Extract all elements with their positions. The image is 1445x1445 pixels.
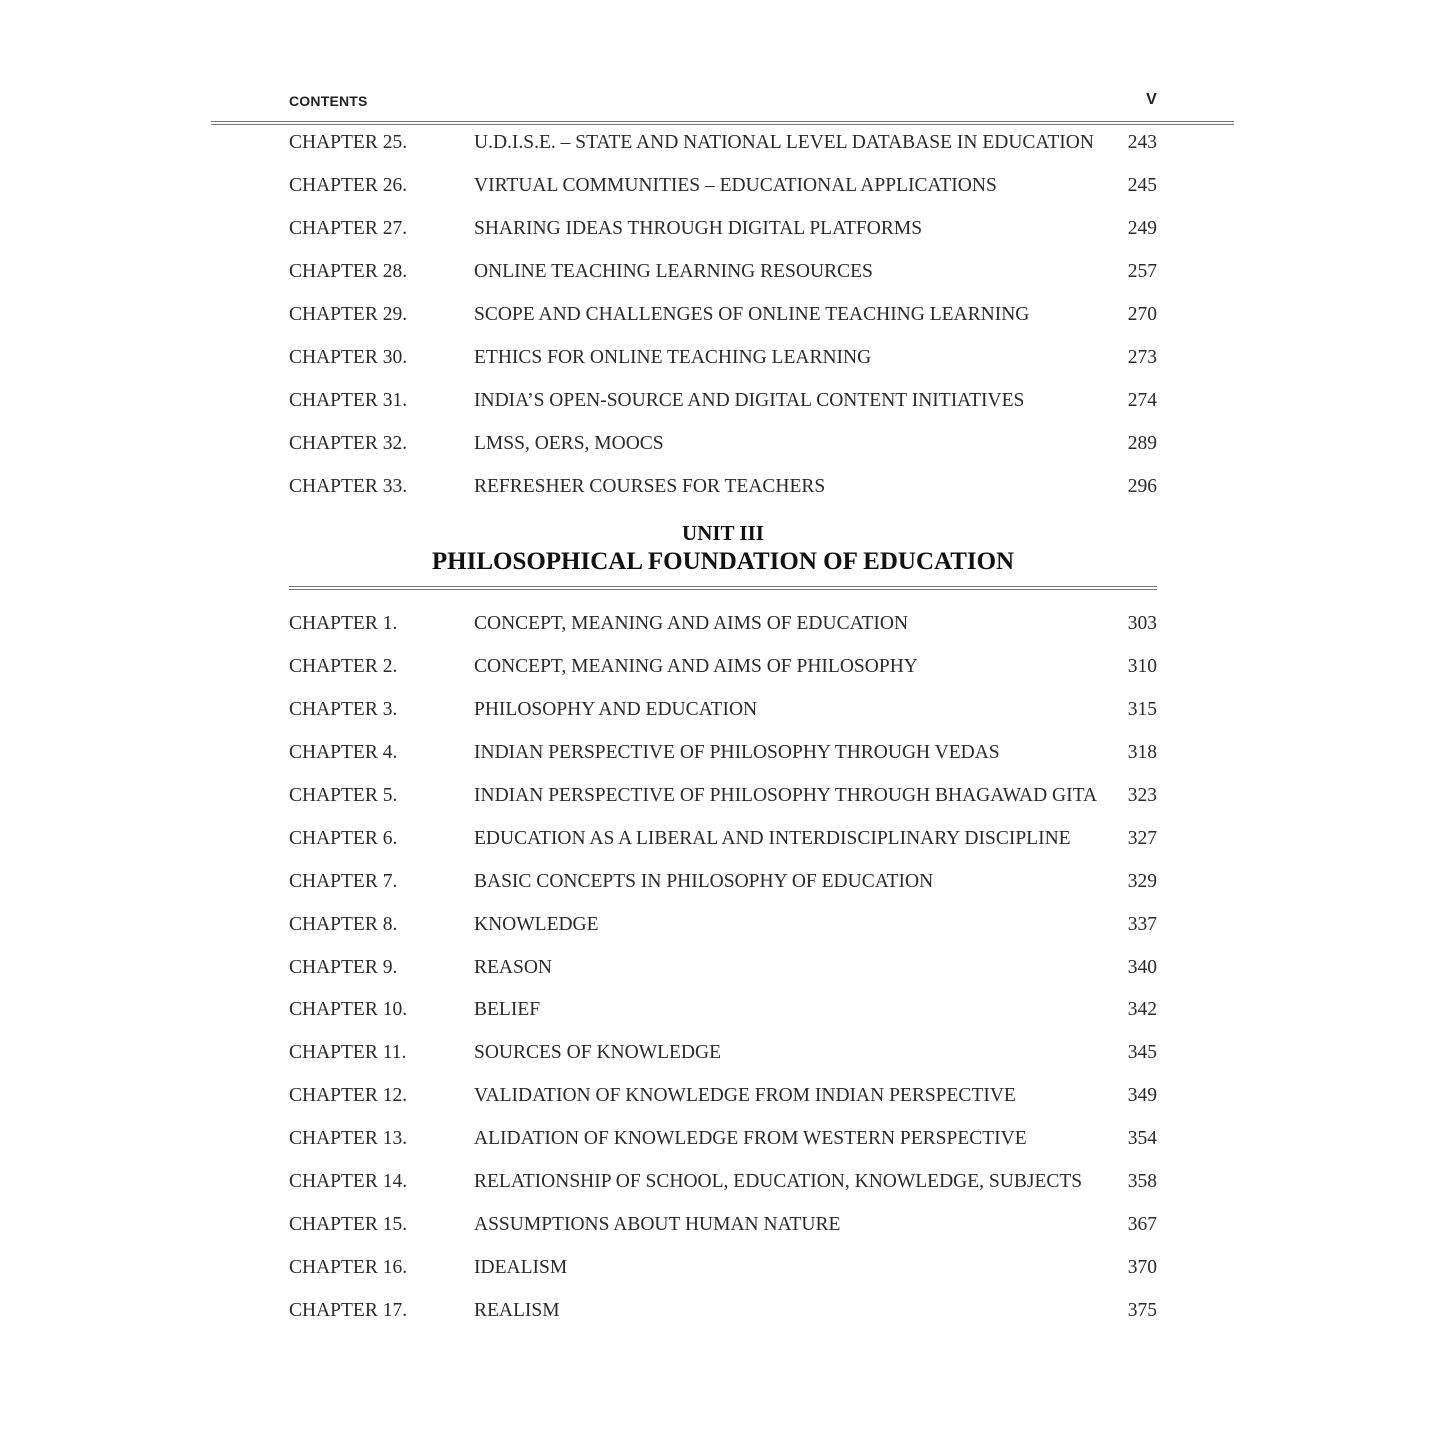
chapter-title: CONCEPT, MEANING AND AIMS OF PHILOSOPHY (474, 655, 918, 677)
toc-entry[interactable] (289, 1255, 1157, 1298)
chapter-title: PHILOSOPHY AND EDUCATION (474, 698, 758, 720)
chapter-page: 243 (1127, 132, 1157, 153)
chapter-page: 327 (1127, 827, 1157, 849)
chapter-number: CHAPTER 4. (289, 741, 398, 763)
chapter-title: SOURCES OF KNOWLEDGE (474, 1042, 722, 1064)
toc-entry[interactable] (289, 1169, 1157, 1212)
toc-entry[interactable] (289, 130, 1157, 173)
chapter-page: 315 (1127, 698, 1157, 720)
chapter-title: INDIAN PERSPECTIVE OF PHILOSOPHY THROUGH VEDAS (474, 741, 1000, 763)
toc-entry[interactable] (289, 259, 1157, 302)
chapter-number: CHAPTER 32. (289, 432, 408, 454)
toc-entry[interactable] (289, 611, 1157, 654)
chapter-number: CHAPTER 29. (289, 303, 408, 325)
chapter-page: 318 (1127, 741, 1157, 763)
chapter-title: U.D.I.S.E. – STATE AND NATIONAL LEVEL DATABASE IN EDUCATION (474, 132, 1094, 153)
chapter-title: INDIA’S OPEN-SOURCE AND DIGITAL CONTENT INITIATIVES (474, 389, 1025, 411)
chapter-page: 289 (1127, 432, 1157, 454)
toc-entry[interactable] (289, 173, 1157, 216)
chapter-title: EDUCATION AS A LIBERAL AND INTERDISCIPLINARY DISCIPLINE (474, 827, 1071, 849)
toc-entry[interactable] (289, 697, 1157, 740)
chapter-page: 367 (1127, 1214, 1157, 1236)
chapter-title: SCOPE AND CHALLENGES OF ONLINE TEACHING LEARNING (474, 303, 1030, 325)
chapter-number: CHAPTER 30. (289, 346, 408, 368)
toc-entry[interactable] (289, 1126, 1157, 1169)
chapter-number: CHAPTER 13. (289, 1128, 408, 1150)
chapter-page: 337 (1127, 913, 1157, 935)
chapter-number: CHAPTER 11. (289, 1042, 407, 1064)
toc-entry[interactable] (289, 1083, 1157, 1126)
chapter-number: CHAPTER 17. (289, 1300, 408, 1321)
chapter-title: BELIEF (474, 999, 541, 1021)
chapter-number: CHAPTER 5. (289, 784, 398, 806)
chapter-page: 273 (1127, 346, 1157, 368)
toc-list-unit-ii (289, 130, 1157, 516)
chapter-number: CHAPTER 25. (289, 132, 408, 153)
toc-entry[interactable] (289, 1298, 1157, 1341)
chapter-page: 296 (1127, 475, 1157, 497)
chapter-page: 257 (1127, 260, 1157, 282)
chapter-number: CHAPTER 33. (289, 475, 408, 497)
chapter-page: 349 (1127, 1085, 1157, 1107)
toc-entry[interactable] (289, 302, 1157, 345)
chapter-page: 354 (1127, 1128, 1157, 1150)
unit-title: PHILOSOPHICAL FOUNDATION OF EDUCATION (431, 548, 1015, 575)
chapter-page: 340 (1127, 956, 1157, 978)
chapter-title: INDIAN PERSPECTIVE OF PHILOSOPHY THROUGH BHAGAWAD GITA (474, 784, 1098, 806)
toc-entry[interactable] (289, 912, 1157, 955)
chapter-number: CHAPTER 3. (289, 698, 398, 720)
chapter-page: 270 (1127, 303, 1157, 325)
chapter-number: CHAPTER 31. (289, 389, 408, 411)
chapter-number: CHAPTER 14. (289, 1171, 408, 1193)
running-head (289, 93, 1157, 113)
toc-entry[interactable] (289, 1212, 1157, 1255)
unit-label: UNIT III (682, 521, 764, 545)
chapter-title: REFRESHER COURSES FOR TEACHERS (474, 475, 826, 497)
toc-entry[interactable] (289, 216, 1157, 259)
chapter-page: 329 (1127, 870, 1157, 892)
chapter-title: SHARING IDEAS THROUGH DIGITAL PLATFORMS (474, 217, 923, 239)
chapter-page: 375 (1127, 1300, 1157, 1321)
toc-entry[interactable] (289, 740, 1157, 783)
chapter-title: VALIDATION OF KNOWLEDGE FROM INDIAN PERSPECTIVE (474, 1085, 1016, 1107)
chapter-title: BASIC CONCEPTS IN PHILOSOPHY OF EDUCATION (474, 870, 934, 892)
chapter-page: 274 (1127, 389, 1157, 411)
chapter-page: 370 (1127, 1257, 1157, 1279)
page-number: V (1146, 91, 1157, 108)
chapter-page: 345 (1127, 1042, 1157, 1064)
chapter-title: ALIDATION OF KNOWLEDGE FROM WESTERN PERSPECTIVE (474, 1128, 1027, 1150)
header-divider (211, 121, 1234, 125)
toc-entry[interactable] (289, 869, 1157, 912)
chapter-title: LMSS, OERS, MOOCS (474, 432, 664, 454)
chapter-title: ONLINE TEACHING LEARNING RESOURCES (474, 260, 873, 282)
chapter-page: 323 (1127, 784, 1157, 806)
chapter-page: 310 (1127, 655, 1157, 677)
toc-entry[interactable] (289, 1040, 1157, 1083)
chapter-number: CHAPTER 26. (289, 174, 408, 196)
chapter-title: RELATIONSHIP OF SCHOOL, EDUCATION, KNOWLEDGE, SUBJECTS (474, 1171, 1083, 1193)
chapter-page: 342 (1127, 999, 1157, 1021)
chapter-title: ETHICS FOR ONLINE TEACHING LEARNING (474, 346, 872, 368)
chapter-number: CHAPTER 28. (289, 260, 408, 282)
chapter-title: IDEALISM (474, 1257, 568, 1279)
toc-entry[interactable] (289, 474, 1157, 517)
toc-entry[interactable] (289, 388, 1157, 431)
chapter-number: CHAPTER 1. (289, 613, 398, 634)
chapter-number: CHAPTER 12. (289, 1085, 408, 1107)
toc-entry[interactable] (289, 345, 1157, 388)
unit-divider (289, 586, 1157, 590)
chapter-page: 303 (1127, 613, 1157, 634)
chapter-title: REALISM (474, 1300, 560, 1321)
chapter-title: REASON (474, 956, 553, 978)
chapter-page: 358 (1127, 1171, 1157, 1193)
toc-entry[interactable] (289, 431, 1157, 474)
chapter-number: CHAPTER 16. (289, 1257, 408, 1279)
toc-list-unit-iii (289, 611, 1157, 1341)
running-head-title: CONTENTS (289, 93, 368, 109)
chapter-number: CHAPTER 2. (289, 655, 398, 677)
chapter-number: CHAPTER 8. (289, 913, 398, 935)
toc-entry[interactable] (289, 955, 1157, 998)
chapter-title: VIRTUAL COMMUNITIES – EDUCATIONAL APPLICATIONS (474, 174, 997, 196)
chapter-number: CHAPTER 10. (289, 999, 408, 1021)
toc-entry[interactable] (289, 997, 1157, 1040)
chapter-title: CONCEPT, MEANING AND AIMS OF EDUCATION (474, 613, 909, 634)
chapter-page: 249 (1127, 217, 1157, 239)
chapter-title: KNOWLEDGE (474, 913, 599, 935)
chapter-page: 245 (1127, 174, 1157, 196)
chapter-number: CHAPTER 27. (289, 217, 408, 239)
toc-entry[interactable] (289, 783, 1157, 826)
toc-entry[interactable] (289, 654, 1157, 697)
chapter-number: CHAPTER 7. (289, 870, 398, 892)
chapter-title: ASSUMPTIONS ABOUT HUMAN NATURE (474, 1214, 841, 1236)
chapter-number: CHAPTER 15. (289, 1214, 408, 1236)
chapter-number: CHAPTER 9. (289, 956, 398, 978)
toc-entry[interactable] (289, 826, 1157, 869)
chapter-number: CHAPTER 6. (289, 827, 398, 849)
